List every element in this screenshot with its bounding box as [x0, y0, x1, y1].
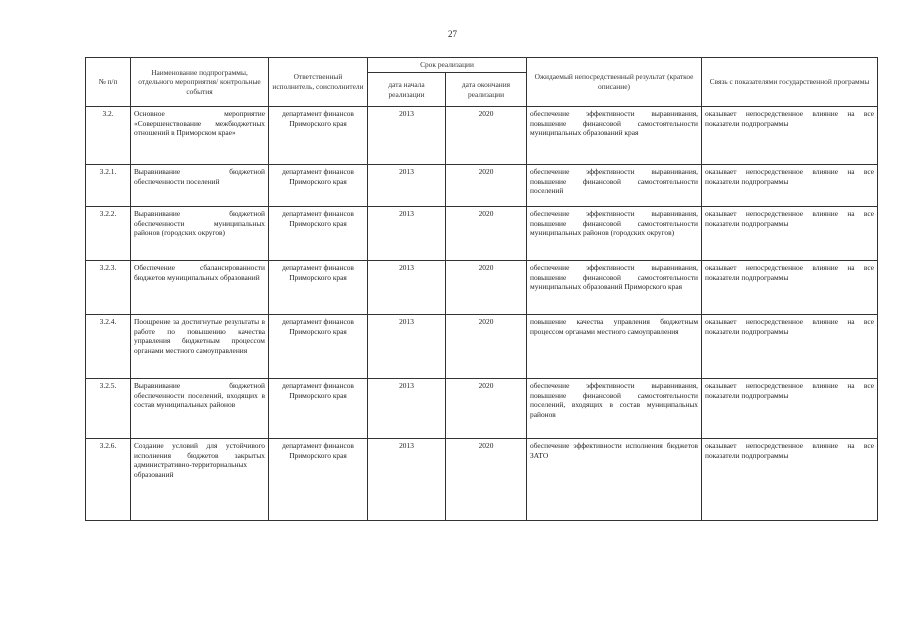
row-link: оказывает непосредственное влияние на все показатели подпрограммы	[702, 261, 878, 315]
row-start: 2013	[368, 315, 446, 379]
row-start: 2013	[368, 439, 446, 521]
row-number: 3.2.3.	[86, 261, 131, 315]
row-start: 2013	[368, 165, 446, 207]
row-number: 3.2.1.	[86, 165, 131, 207]
header-link: Связь с показателями государственной программы	[702, 58, 878, 107]
row-executor: департамент финансов Приморского края	[269, 261, 368, 315]
row-start: 2013	[368, 261, 446, 315]
row-result: обеспечение эффективности выравнивания, повышение финансовой самостоятельности поселений, входящих в состав муниципальных районов	[527, 379, 702, 439]
row-number: 3.2.4.	[86, 315, 131, 379]
header-executor: Ответственный исполнитель, соисполнители	[269, 58, 368, 107]
row-result: обеспечение эффективности выравнивания, повышение финансовой самостоятельности поселений	[527, 165, 702, 207]
row-start: 2013	[368, 207, 446, 261]
row-result: обеспечение эффективности выравнивания, повышение финансовой самостоятельности муниципальных образований Приморского края	[527, 261, 702, 315]
row-number: 3.2.6.	[86, 439, 131, 521]
header-name: Наименование подпрограммы, отдельного мероприятия/ контрольные события	[131, 58, 269, 107]
row-result: обеспечение эффективности выравнивания, повышение финансовой самостоятельности муниципальных районов (городских округов)	[527, 207, 702, 261]
row-end: 2020	[446, 165, 527, 207]
row-end: 2020	[446, 207, 527, 261]
row-number: 3.2.2.	[86, 207, 131, 261]
row-start: 2013	[368, 107, 446, 165]
header-num: № п/п	[86, 58, 131, 107]
row-name: Поощрение за достигнутые результаты в работе по повышению качества управления бюджетным процессом органами местного самоуправления	[131, 315, 269, 379]
table-row	[86, 107, 878, 165]
row-link: оказывает непосредственное влияние на все показатели подпрограммы	[702, 315, 878, 379]
table-row	[86, 379, 878, 439]
row-executor: департамент финансов Приморского края	[269, 379, 368, 439]
row-link: оказывает непосредственное влияние на все показатели подпрограммы	[702, 107, 878, 165]
row-executor: департамент финансов Приморского края	[269, 439, 368, 521]
row-end: 2020	[446, 439, 527, 521]
header-row-1	[86, 58, 878, 73]
row-executor: департамент финансов Приморского края	[269, 207, 368, 261]
row-number: 3.2.	[86, 107, 131, 165]
row-name: Создание условий для устойчивого исполнения бюджетов закрытых административно-территориальных образований	[131, 439, 269, 521]
row-executor: департамент финансов Приморского края	[269, 165, 368, 207]
header-end: дата окончания реализации	[446, 73, 527, 107]
header-result: Ожидаемый непосредственный результат (краткое описание)	[527, 58, 702, 107]
row-end: 2020	[446, 315, 527, 379]
row-name: Основное мероприятие «Совершенствование межбюджетных отношений в Приморском крае»	[131, 107, 269, 165]
row-result: повышение качества управления бюджетным процессом органами местного самоуправления	[527, 315, 702, 379]
row-end: 2020	[446, 107, 527, 165]
row-executor: департамент финансов Приморского края	[269, 315, 368, 379]
row-name: Обеспечение сбалансированности бюджетов муниципальных образований	[131, 261, 269, 315]
row-end: 2020	[446, 379, 527, 439]
row-number: 3.2.5.	[86, 379, 131, 439]
page-number: 27	[448, 29, 457, 39]
program-table	[85, 57, 878, 521]
row-result: обеспечение эффективности выравнивания, повышение финансовой самостоятельности муниципальных образований края	[527, 107, 702, 165]
table-row	[86, 315, 878, 379]
table-row	[86, 261, 878, 315]
row-name: Выравнивание бюджетной обеспеченности поселений	[131, 165, 269, 207]
row-start: 2013	[368, 379, 446, 439]
row-executor: департамент финансов Приморского края	[269, 107, 368, 165]
row-link: оказывает непосредственное влияние на все показатели подпрограммы	[702, 207, 878, 261]
table-row	[86, 207, 878, 261]
row-link: оказывает непосредственное влияние на все показатели подпрограммы	[702, 165, 878, 207]
row-name: Выравнивание бюджетной обеспеченности поселений, входящих в состав муниципальных районов	[131, 379, 269, 439]
row-result: обеспечение эффективности исполнения бюджетов ЗАТО	[527, 439, 702, 521]
table-row	[86, 439, 878, 521]
row-link: оказывает непосредственное влияние на все показатели подпрограммы	[702, 379, 878, 439]
row-link: оказывает непосредственное влияние на все показатели подпрограммы	[702, 439, 878, 521]
row-end: 2020	[446, 261, 527, 315]
row-name: Выравнивание бюджетной обеспеченности муниципальных районов (городских округов)	[131, 207, 269, 261]
header-period: Срок реализации	[368, 58, 527, 73]
header-start: дата начала реализации	[368, 73, 446, 107]
table-row	[86, 165, 878, 207]
